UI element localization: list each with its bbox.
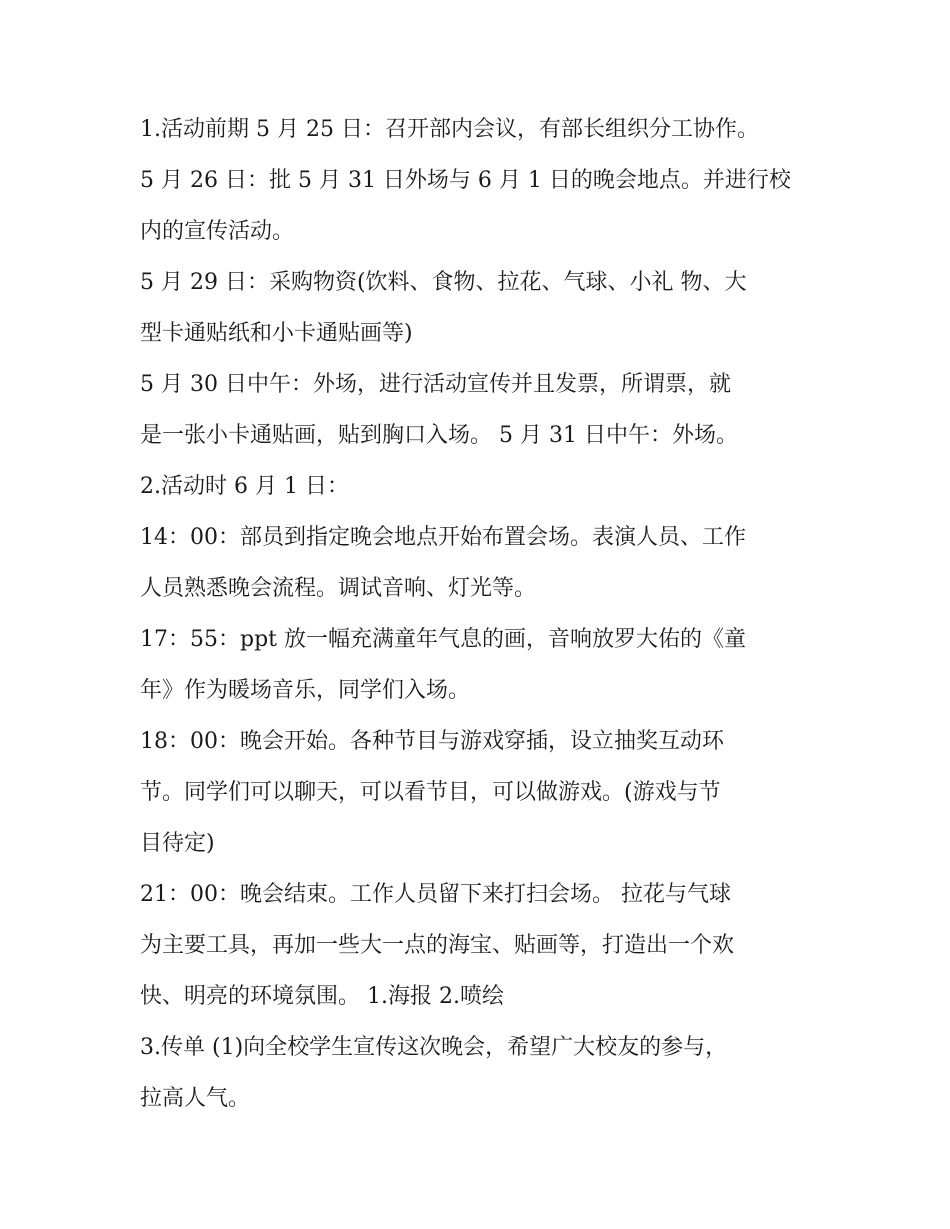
text-line: 快、明亮的环境氛围。 1.海报 2.喷绘 (140, 984, 504, 1009)
text-line: 18：00：晚会开始。各种节目与游戏穿插，设立抽奖互动环 (140, 729, 724, 754)
text-line: 人员熟悉晚会流程。调试音响、灯光等。 (140, 576, 537, 601)
document-body (140, 104, 830, 1124)
text-line: 21：00：晚会结束。工作人员留下来打扫会场。 拉花与气球 (140, 882, 731, 907)
text-line: 1.活动前期 5 月 25 日：召开部内会议，有部长组织分工协作。 (140, 117, 759, 142)
text-line: 17：55：ppt 放一幅充满童年气息的画，音响放罗大佑的《童 (140, 627, 746, 652)
text-line: 内的宣传活动。 (140, 219, 295, 244)
text-line: 拉高人气。 (140, 1086, 251, 1111)
text-line: 型卡通贴纸和小卡通贴画等) (140, 321, 413, 346)
text-line: 5 月 26 日：批 5 月 31 日外场与 6 月 1 日的晚会地点。并进行校 (140, 168, 791, 193)
text-line: 2.活动时 6 月 1 日： (140, 474, 349, 499)
text-line: 年》作为暖场音乐，同学们入场。 (140, 678, 471, 703)
text-line: 为主要工具，再加一些大一点的海宝、贴画等，打造出一个欢 (140, 933, 735, 958)
text-line: 目待定) (140, 831, 215, 856)
text-line: 是一张小卡通贴画，贴到胸口入场。 5 月 31 日中午：外场。 (140, 423, 738, 448)
text-line: 3.传单 (1)向全校学生宣传这次晚会，希望广大校友的参与， (140, 1035, 728, 1060)
text-line: 5 月 29 日：采购物资(饮料、食物、拉花、气球、小礼 物、大 (140, 270, 747, 295)
text-line: 节。同学们可以聊天，可以看节目，可以做游戏。(游戏与节 (140, 780, 721, 805)
text-line: 5 月 30 日中午：外场，进行活动宣传并且发票，所谓票，就 (140, 372, 731, 397)
text-line: 14：00：部员到指定晚会地点开始布置会场。表演人员、工作 (140, 525, 746, 550)
